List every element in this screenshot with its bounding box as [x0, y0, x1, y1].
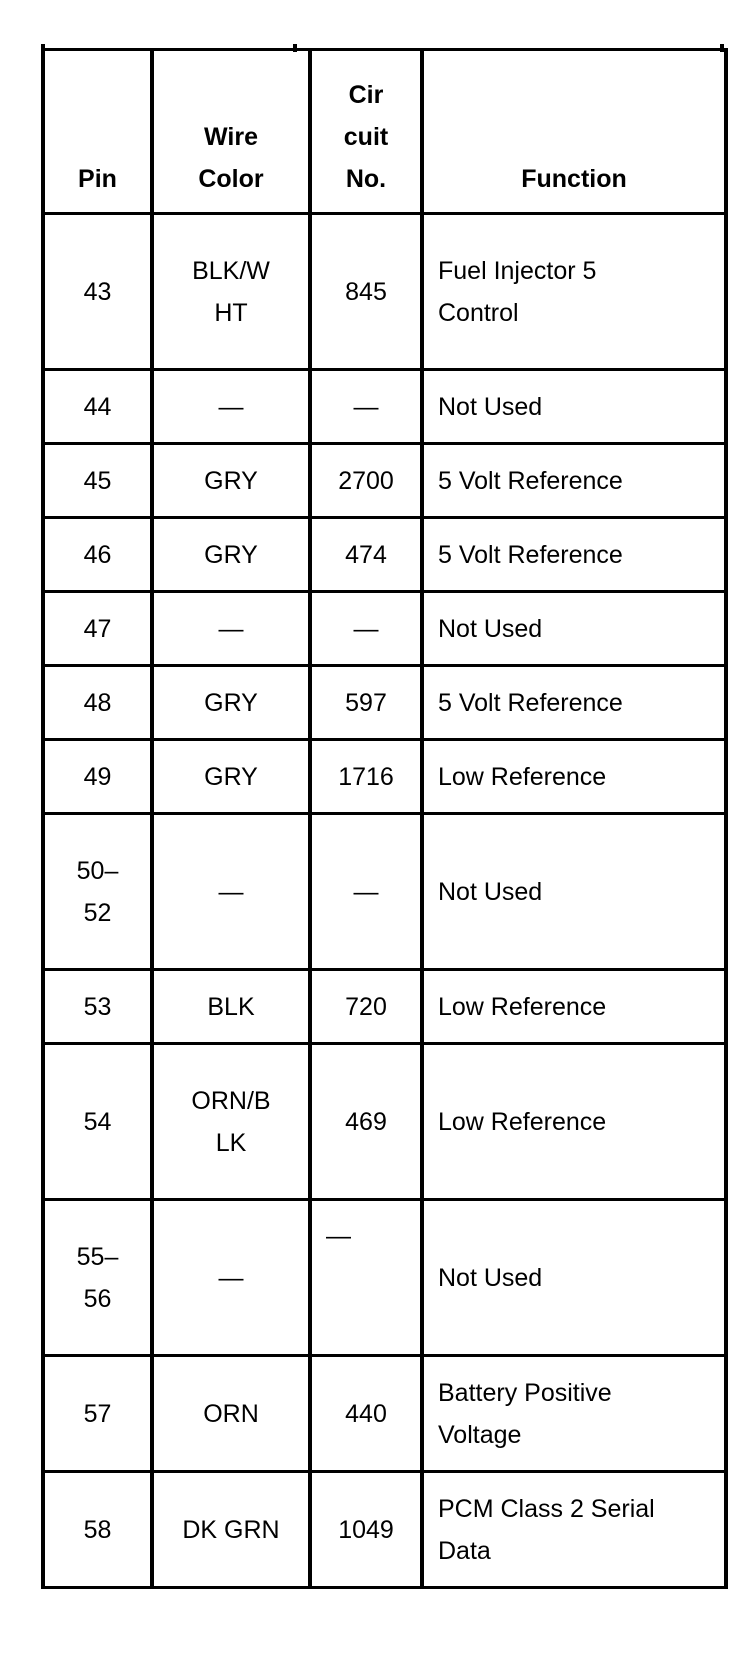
- table-row: [43, 370, 726, 444]
- circuit-cell: 469: [310, 1044, 422, 1200]
- circuit-cell: —: [310, 370, 422, 444]
- pin-cell: 54: [43, 1044, 152, 1200]
- pin-cell: 55– 56: [43, 1200, 152, 1356]
- function-cell: Low Reference: [422, 970, 726, 1044]
- wire-color-cell: ORN: [152, 1356, 310, 1472]
- circuit-cell: 474: [310, 518, 422, 592]
- function-cell: Fuel Injector 5 Control: [422, 214, 726, 370]
- circuit-cell: 1716: [310, 740, 422, 814]
- wire-color-cell: ORN/B LK: [152, 1044, 310, 1200]
- table-row: [43, 518, 726, 592]
- pin-cell: 48: [43, 666, 152, 740]
- circuit-cell: 440: [310, 1356, 422, 1472]
- wire-color-cell: —: [152, 592, 310, 666]
- header-function: Function: [422, 50, 726, 214]
- table-row: [43, 740, 726, 814]
- wire-color-cell: —: [152, 370, 310, 444]
- function-cell: 5 Volt Reference: [422, 518, 726, 592]
- wire-color-cell: GRY: [152, 740, 310, 814]
- circuit-cell: —: [310, 592, 422, 666]
- function-cell: Battery Positive Voltage: [422, 1356, 726, 1472]
- table-row: [43, 1044, 726, 1200]
- wire-color-cell: GRY: [152, 444, 310, 518]
- circuit-cell: —: [310, 1200, 422, 1356]
- wire-color-cell: BLK: [152, 970, 310, 1044]
- pin-cell: 49: [43, 740, 152, 814]
- pin-cell: 53: [43, 970, 152, 1044]
- circuit-cell: 597: [310, 666, 422, 740]
- circuit-cell: —: [310, 814, 422, 970]
- table-row: [43, 1200, 726, 1356]
- pin-cell: 50– 52: [43, 814, 152, 970]
- table-row: [43, 1356, 726, 1472]
- function-cell: Not Used: [422, 592, 726, 666]
- function-cell: 5 Volt Reference: [422, 444, 726, 518]
- circuit-cell: 720: [310, 970, 422, 1044]
- function-cell: PCM Class 2 Serial Data: [422, 1472, 726, 1588]
- table-row: [43, 666, 726, 740]
- pin-cell: 43: [43, 214, 152, 370]
- function-cell: Low Reference: [422, 740, 726, 814]
- header-pin: Pin: [43, 50, 152, 214]
- circuit-cell: 1049: [310, 1472, 422, 1588]
- wire-color-cell: GRY: [152, 666, 310, 740]
- function-cell: Not Used: [422, 370, 726, 444]
- table-row: [43, 214, 726, 370]
- function-cell: Not Used: [422, 814, 726, 970]
- pin-cell: 45: [43, 444, 152, 518]
- table-row: [43, 814, 726, 970]
- wire-color-cell: —: [152, 1200, 310, 1356]
- table-row: [43, 592, 726, 666]
- pin-cell: 57: [43, 1356, 152, 1472]
- function-cell: Not Used: [422, 1200, 726, 1356]
- table-header-row: [43, 50, 726, 214]
- circuit-cell: 2700: [310, 444, 422, 518]
- wire-color-cell: BLK/W HT: [152, 214, 310, 370]
- table-row: [43, 444, 726, 518]
- circuit-cell: 845: [310, 214, 422, 370]
- function-cell: Low Reference: [422, 1044, 726, 1200]
- header-circuit-no: Cir cuit No.: [310, 50, 422, 214]
- pin-cell: 58: [43, 1472, 152, 1588]
- header-wire-color: Wire Color: [152, 50, 310, 214]
- function-cell: 5 Volt Reference: [422, 666, 726, 740]
- table-row: [43, 1472, 726, 1588]
- connector-pinout-table: [41, 48, 728, 1589]
- wire-color-cell: GRY: [152, 518, 310, 592]
- table-row: [43, 970, 726, 1044]
- wire-color-cell: —: [152, 814, 310, 970]
- pin-cell: 46: [43, 518, 152, 592]
- pin-cell: 44: [43, 370, 152, 444]
- pin-cell: 47: [43, 592, 152, 666]
- wire-color-cell: DK GRN: [152, 1472, 310, 1588]
